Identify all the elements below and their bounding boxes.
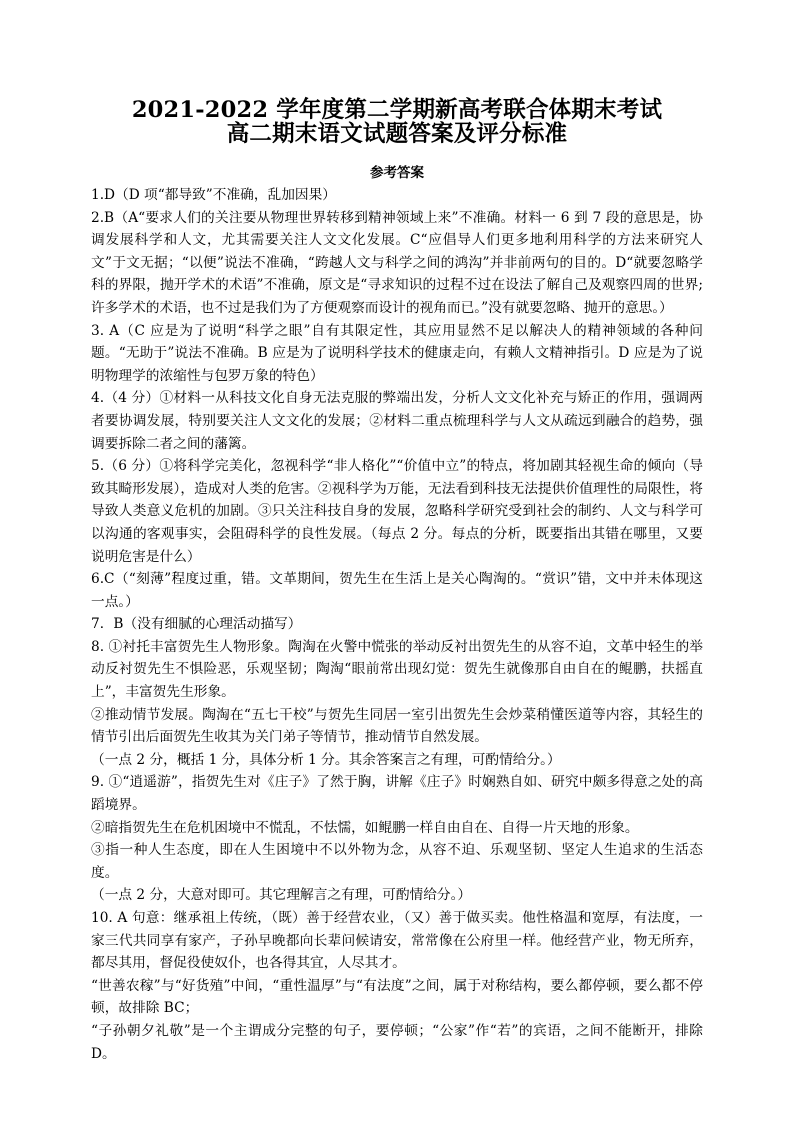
document-title-line1: 2021-2022 学年度第二学期新高考联合体期末考试 <box>131 97 663 123</box>
answer-document <box>91 98 703 1065</box>
answer-q5: 5.（6 分）①将科学完美化，忽视科学“非人格化”“价值中立”的特点，将加剧其轻视生命的倾向（导致其畸形发展），造成对人类的危害。②视科学为万能，无法看到科技无法提供价值理性的局限性，将导致人类意义危机的加剧。③只关注科技自身的发展，忽略科学研究受到社会的制约、人文与科学可以沟通的客观事实，会阻碍科学的良性发展。（每点 2 分。每点的分析，既要指出其错在哪里，又要说明危害是什么） <box>91 458 703 565</box>
answer-q8-point1: 8. ①衬托丰富贺先生人物形象。陶淘在火警中慌张的举动反衬出贺先生的从容不迫，文革中轻生的举动反衬贺先生不惧险恶，乐观坚韧；陶淘“眼前常出现幻觉：贺先生就像那自由自在的鲲鹏，扶摇直上”，丰富贺先生形象。 <box>91 638 703 701</box>
answer-q4: 4.（4 分）①材料一从科技文化自身无法克服的弊端出发，分析人文文化补充与矫正的作用，强调两者要协调发展，特别要关注人文文化的发展；②材料二重点梳理科学与人文从疏远到融合的趋势，强调要拆除二者之间的藩篱。 <box>91 390 703 452</box>
answer-q10-note2: “子孙朝夕礼敬”是一个主谓成分完整的句子，要停顿；“公家”作“若”的宾语，之间不能断开，排除 D。 <box>91 1022 703 1062</box>
answer-q6: 6.C（“刻薄”程度过重，错。文革期间，贺先生在生活上是关心陶淘的。“赏识”错，文中并未体现这一点。） <box>91 571 703 610</box>
answer-q2: 2.B（A“要求人们的关注要从物理世界转移到精神领域上来”不准确。材料一 6 到 7 段的意思是，协调发展科学和人文，尤其需要关注人文文化发展。C“应倡导人们更多地利用科学的方法来研究人文”于文无据；“以便”说法不准确，“跨越人文与科学之间的鸿沟”并非前两句的目的。D“就要忽略学科的界限，抛开学术的术语”不准确，原文是“寻求知识的过程不过在设法了解自己及观察四周的世界;许多学术的术语，也不过是我们为了方便观察而设计的视角而已。”没有就要忽略、抛开的意思。） <box>91 209 703 316</box>
section-heading: 参考答案 <box>370 165 424 181</box>
answer-q9-point2: ②暗指贺先生在危机困境中不慌乱，不怯懦，如鲲鹏一样自由自在、自得一片天地的形象。 <box>91 819 639 836</box>
answer-q10-note1: “世善农稼”与“好货殖”中间，“重性温厚”与“有法度”之间，属于对称结构，要么都停顿，要么都不停顿，故排除 BC； <box>91 977 703 1017</box>
answer-q9-scoring: （一点 2 分，大意对即可。其它理解言之有理，可酌情给分。） <box>91 887 472 904</box>
answer-q8-point2: ②推动情节发展。陶淘在“五七干校”与贺先生同居一室引出贺先生会炒菜稍懂医道等内容，其轻生的情节引出后面贺先生收其为关门弟子等情节，推动情节自然发展。 <box>91 706 703 746</box>
answer-content <box>91 184 703 1065</box>
answer-q9-point1: 9. ①“逍遥游”，指贺先生对《庄子》了然于胸，讲解《庄子》时娴熟自如、研究中颇多得意之处的高蹈境界。 <box>91 774 703 814</box>
answer-q3: 3. A（C 应是为了说明“科学之眼”自有其限定性，其应用显然不足以解决人的精神领域的各种问题。“无助于”说法不准确。B 应是为了说明科学技术的健康走向，有赖人文精神指引。D 应是为了说明物理学的浓缩性与包罗万象的特色） <box>91 322 703 384</box>
answer-q1: 1.D（D 项“都导致”不准确，乱加因果） <box>91 187 336 203</box>
answer-q8-scoring: （一点 2 分，概括 1 分，具体分析 1 分。其余答案言之有理，可酌情给分。） <box>91 751 561 768</box>
answer-q7: 7．B（没有细腻的心理活动描写） <box>91 616 302 633</box>
answer-q9-point3: ③指一种人生态度，即在人生困境中不以外物为念，从容不迫、乐观坚韧、坚定人生追求的生活态度。 <box>91 842 703 881</box>
answer-q10: 10. A 句意：继承祖上传统，（既）善于经营农业，（又）善于做买卖。他性格温和宽厚，有法度，一家三代共同享有家产，子孙早晚都向长辈问候请安，常常像在公府里一样。他经营产业，物无所弃，都尽其用，督促役使奴仆，也各得其宜，人尽其才。 <box>91 910 703 972</box>
document-title-line2: 高二期末语文试题答案及评分标准 <box>226 121 568 147</box>
